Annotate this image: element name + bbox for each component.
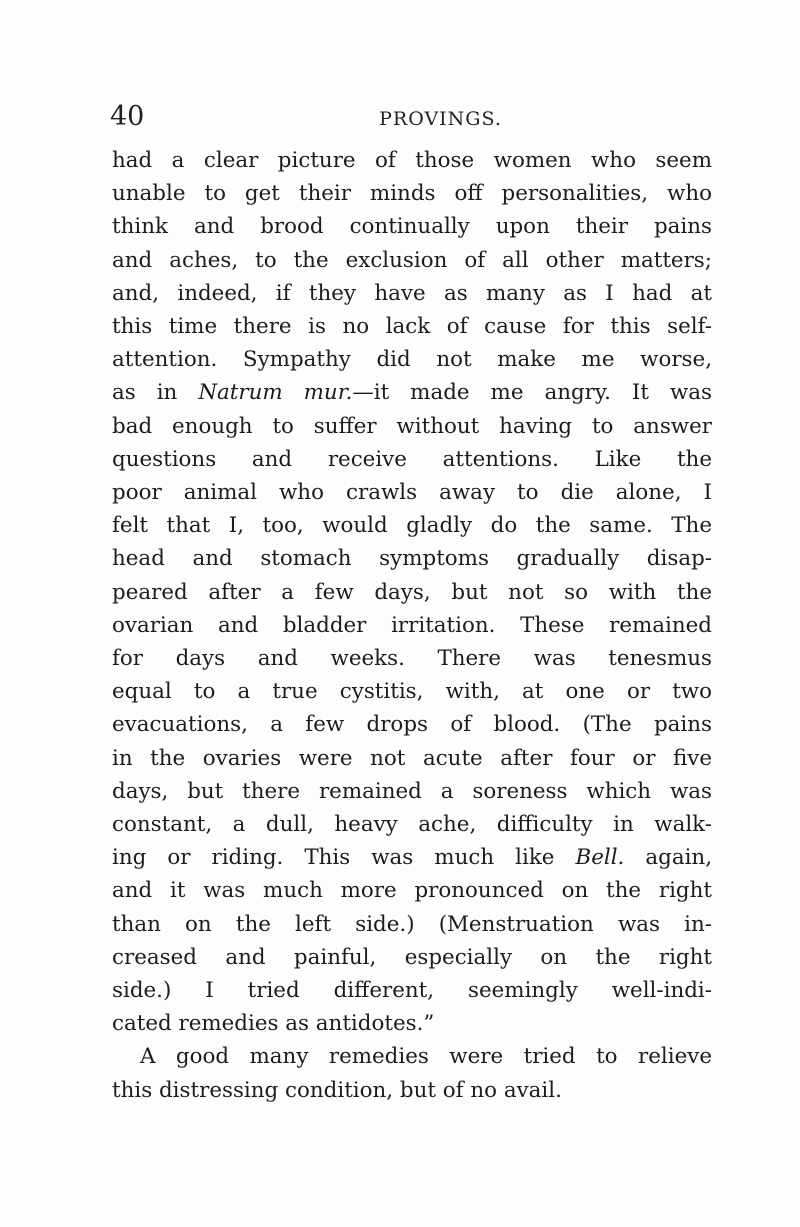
text-line: attention. Sympathy did not make me worse,: [112, 347, 712, 373]
paragraph: [112, 144, 712, 1040]
text-line: [112, 376, 712, 409]
text-line: and it was much more pronounced on the right: [112, 878, 712, 904]
body-text: [112, 144, 712, 1107]
text-line: had a clear picture of those women who seem: [112, 148, 712, 173]
paragraph: [112, 1040, 712, 1106]
text-line: equal to a true cystitis, with, at one or two: [112, 679, 712, 705]
page-number: 40: [110, 101, 145, 132]
text-line: [112, 841, 712, 874]
text-line: unable to get their minds off personalities, who: [112, 181, 712, 207]
text-line: creased and painful, especially on the right: [112, 944, 712, 970]
text-line: questions and receive attentions. Like the: [112, 446, 712, 472]
text-line: side.) I tried different, seemingly well-indi-: [112, 978, 712, 1004]
text-line: this distressing condition, but of no avail.: [112, 1077, 562, 1103]
text-line: and, indeed, if they have as many as I had at: [112, 280, 712, 306]
text-line: than on the left side.) (Menstruation was in-: [112, 911, 712, 937]
text-line: constant, a dull, heavy ache, difficulty in walk-: [112, 812, 712, 838]
text-segment: —it made me angry. It was: [352, 380, 712, 406]
running-head: PROVINGS.: [379, 108, 502, 130]
page-header: [110, 100, 715, 134]
text-line: for days and weeks. There was tenesmus: [112, 646, 712, 672]
text-line: this time there is no lack of cause for this self-: [112, 314, 712, 340]
text-line: head and stomach symptoms gradually disap-: [112, 546, 712, 572]
text-line: peared after a few days, but not so with the: [112, 579, 712, 605]
text-line: think and brood continually upon their pains: [112, 214, 712, 240]
text-line: bad enough to suffer without having to answer: [112, 413, 712, 439]
remedy-name: Natrum mur.: [198, 380, 353, 406]
text-line: A good many remedies were tried to relieve: [140, 1044, 712, 1070]
text-line: ovarian and bladder irritation. These remained: [112, 612, 712, 638]
text-line: days, but there remained a soreness which was: [112, 778, 712, 804]
remedy-name: Bell.: [575, 845, 625, 871]
text-segment: ing or riding. This was much like: [112, 845, 576, 871]
text-segment: again,: [624, 845, 712, 871]
text-line: poor animal who crawls away to die alone, I: [112, 480, 712, 506]
text-line: evacuations, a few drops of blood. (The pains: [112, 712, 712, 738]
text-line: and aches, to the exclusion of all other matters;: [112, 247, 712, 273]
text-line: felt that I, too, would gladly do the same. The: [112, 513, 712, 539]
text-line: in the ovaries were not acute after four or five: [112, 745, 712, 771]
text-segment: as in: [112, 380, 199, 406]
text-line: cated remedies as antidotes.”: [112, 1011, 435, 1037]
